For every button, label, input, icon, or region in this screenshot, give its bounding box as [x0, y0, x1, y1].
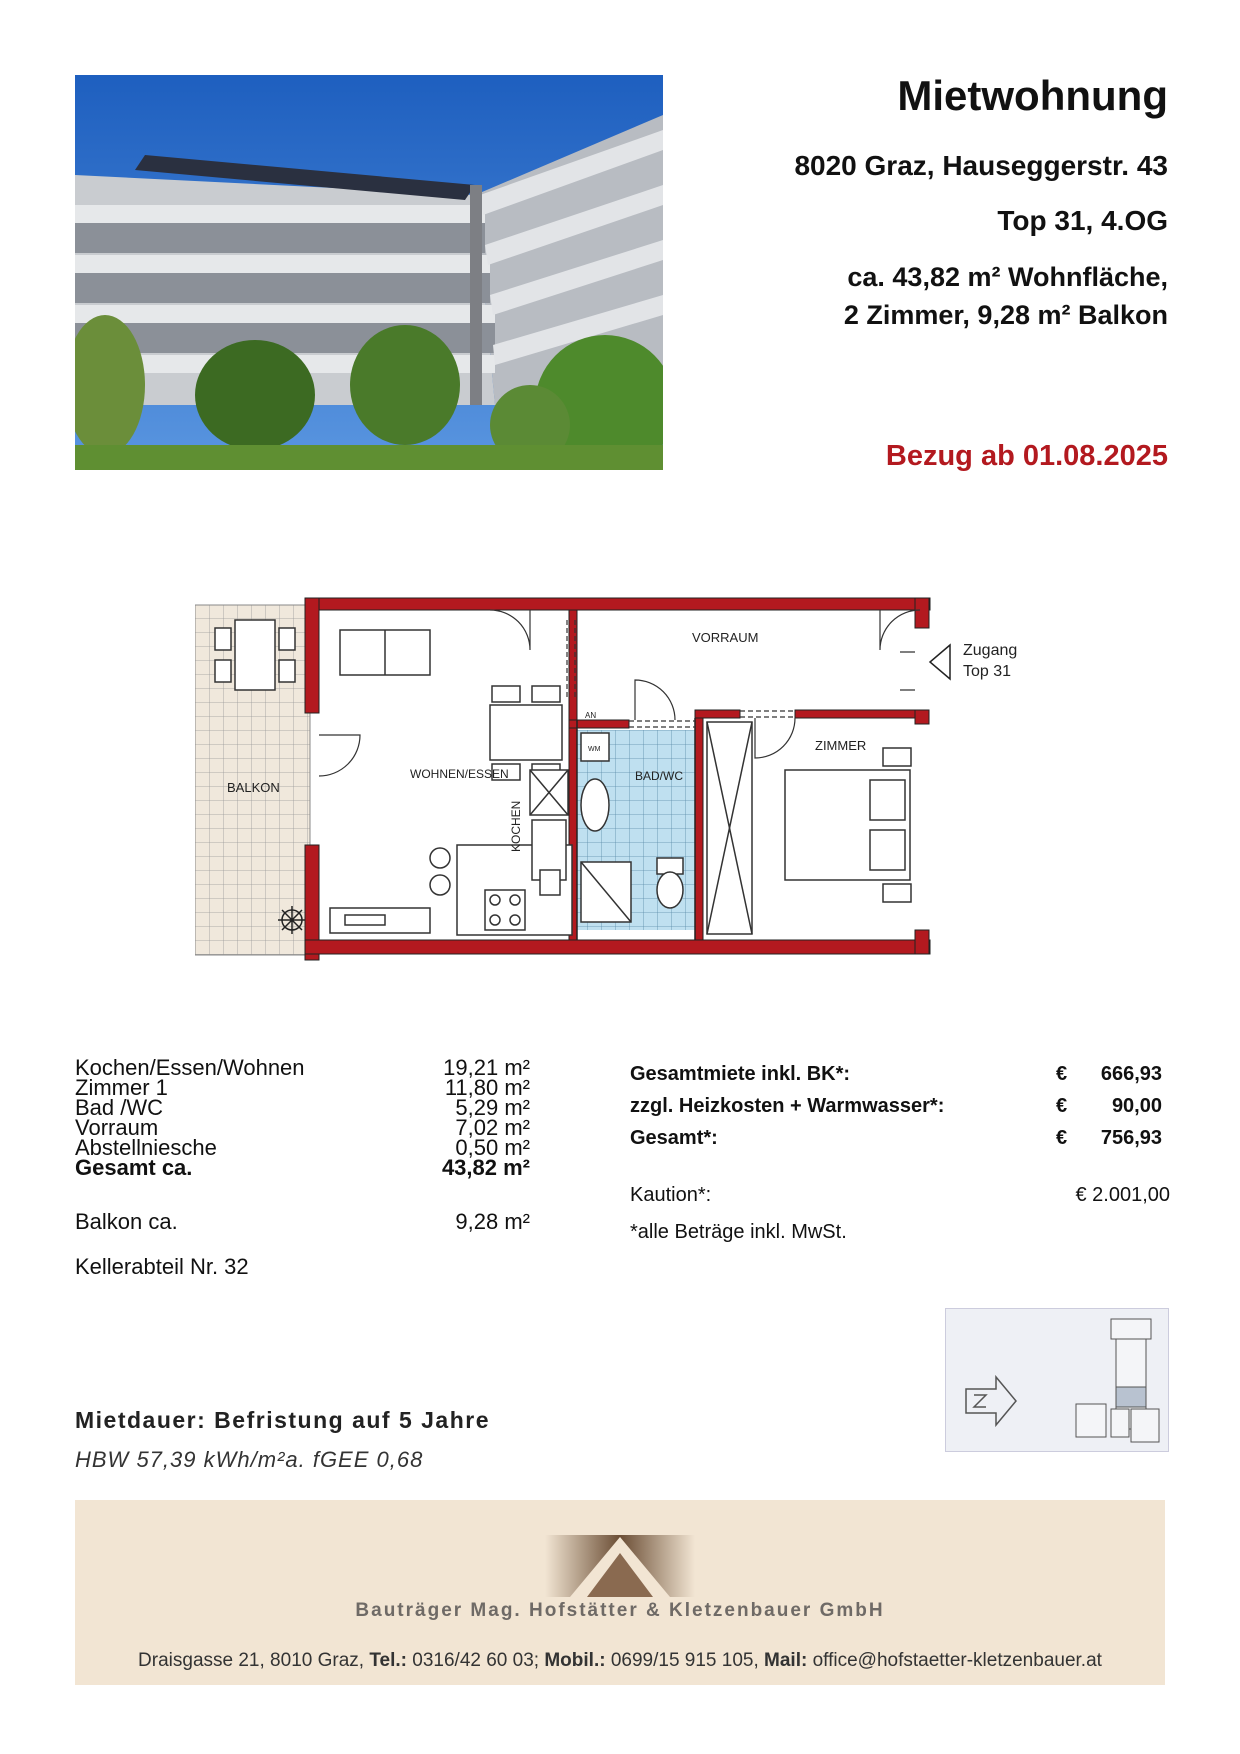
access-label: Zugang [963, 642, 1018, 659]
living-area: ca. 43,82 m² Wohnfläche, [847, 262, 1168, 292]
area-row-abstellniesche: Abstellniesche 0,50 m² [75, 1135, 530, 1160]
move-in-date: Bezug ab 01.08.2025 [885, 440, 1168, 472]
keller-info: Kellerabteil Nr. 32 [75, 1254, 249, 1279]
entry-arrow-icon [930, 645, 950, 679]
room-label-zimmer: ZIMMER [815, 738, 867, 753]
contact-line: Draisgasse 21, 8010 Graz, Tel.: 0316/42 60 03; Mobil.: 0699/15 915 105, Mail: office@hofstaetter-kletzenbauer.at [138, 1650, 1102, 1671]
area-row-balkon: Balkon ca. 9,28 m² [75, 1209, 530, 1234]
rent-row-heizkosten: zzgl. Heizkosten + Warmwasser*: € 90,00 [630, 1095, 1162, 1117]
energy-rating: HBW 57,39 kWh/m²a. fGEE 0,68 [75, 1447, 424, 1472]
rent-row-gesamtmiete: Gesamtmiete inkl. BK*: € 666,93 [630, 1063, 1162, 1085]
floor-plan [195, 590, 1075, 970]
unit-floor: Top 31, 4.OG [997, 205, 1168, 236]
address: 8020 Graz, Hauseggerstr. 43 [794, 150, 1168, 181]
room-label-wohnen: WOHNEN/ESSEN [410, 767, 509, 781]
access-top-label: Top 31 [963, 663, 1012, 680]
page-title: Mietwohnung [897, 72, 1168, 119]
wm-label: WM [588, 746, 601, 753]
building-photo [75, 75, 663, 470]
area-row-bad: Bad /WC 5,29 m² [75, 1095, 530, 1120]
price-note: *alle Beträge inkl. MwSt. [630, 1221, 847, 1243]
area-row-gesamt: Gesamt ca. 43,82 m² [75, 1155, 530, 1180]
rent-row-kaution: Kaution*: € 2.001,00 [630, 1184, 1170, 1206]
room-label-vorraum: VORRAUM [692, 630, 759, 645]
rent-row-gesamt: Gesamt*: € 756,93 [630, 1127, 1162, 1149]
company-logo [545, 1535, 695, 1600]
area-row-zimmer: Zimmer 1 11,80 m² [75, 1075, 530, 1100]
north-arrow-icon [966, 1377, 1016, 1425]
room-label-an: AN [585, 711, 597, 720]
company-name: Bauträger Mag. Hofstätter & Kletzenbauer GmbH [355, 1600, 885, 1621]
footer-banner [75, 1500, 1165, 1685]
room-label-kochen: KOCHEN [509, 800, 523, 852]
room-label-balkon: BALKON [227, 780, 280, 795]
area-row-vorraum: Vorraum 7,02 m² [75, 1115, 530, 1140]
area-row-kochen: Kochen/Essen/Wohnen 19,21 m² [75, 1055, 530, 1080]
site-location-map [945, 1308, 1169, 1452]
rental-duration: Mietdauer: Befristung auf 5 Jahre [75, 1407, 491, 1433]
rooms-balcony: 2 Zimmer, 9,28 m² Balkon [843, 300, 1168, 330]
room-label-bad: BAD/WC [635, 769, 683, 783]
